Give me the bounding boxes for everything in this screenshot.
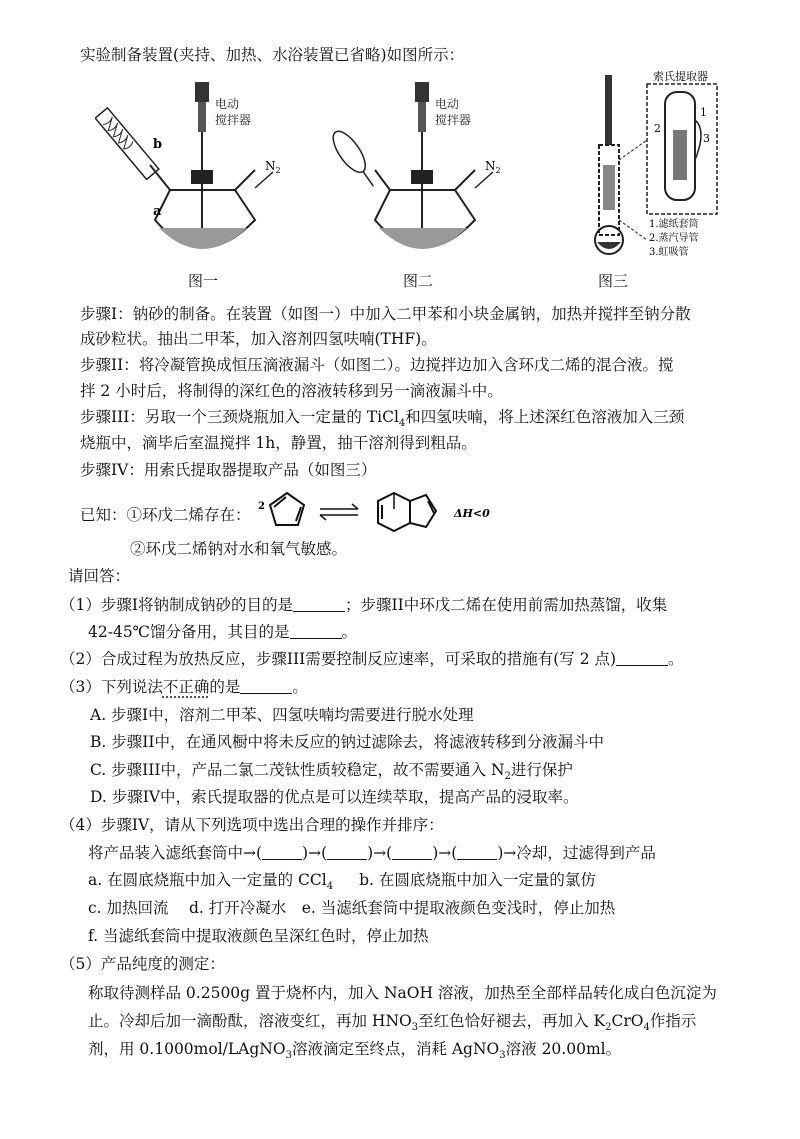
q4-blank-2[interactable] [327, 845, 367, 860]
fig1-gas-label: $N_2$ [265, 159, 281, 175]
q5-line-2: 称取待测样品 0.2500g 置于烧杯内，加入 NaOH 溶液，加热至全部样品转化成白色沉淀为 [88, 984, 717, 1002]
q4-line-2: 将产品装入滤纸套筒中→( )→( )→( )→( )→冷却，过滤得到产品 [88, 844, 656, 862]
q4-blank-3[interactable] [392, 845, 432, 860]
q3-answer-blank[interactable] [240, 679, 292, 694]
q4-options-cde: c. 加热回流 d. 打开冷凝水 e. 当滤纸套筒中提取液颜色变浅时，停止加热 [88, 899, 616, 917]
q3-line: （3）下列说法不正确的是 。 [60, 678, 308, 696]
q4-option-f: f. 当滤纸套筒中提取液颜色呈深红色时，停止加热 [88, 927, 429, 945]
fig3-n2: 2 [654, 122, 661, 135]
prompt: 请回答： [68, 567, 131, 585]
fig3-title: 索氏提取器 [653, 70, 708, 83]
fig1-label-b: b [153, 137, 163, 152]
fig3-legend-2: 2.蒸汽导管 [649, 233, 699, 244]
fig3-n1: 1 [700, 106, 707, 119]
q3-option-d: D. 步骤IV中，索氏提取器的优点是可以连续萃取，提高产品的浸取率。 [90, 788, 579, 806]
q5-line-3: 止。冷却后加一滴酚酞，溶液变红，再加 $HNO_3$至红色恰好褪去，再加入 $K_2CrO_4$作指示 [88, 1012, 697, 1034]
q4-line-1: （4）步骤IV，请从下列选项中选出合理的操作并排序： [60, 816, 444, 834]
q1-answer-blank-2[interactable] [290, 624, 342, 639]
step-2-line-2: 拌 2 小时后，将制得的深红色的溶液转移到另一滴液漏斗中。 [80, 382, 503, 400]
step-1-line-2: 成砂粒状。抽出二甲苯，加入溶剂四氢呋喃(THF)。 [80, 330, 437, 348]
q3-option-c: C. 步骤III中，产品二氯二茂钛性质较稳定，故不需要通入 $N_2$进行保护 [90, 761, 573, 783]
q1-line-2: 42-45℃馏分备用，其目的是 。 [88, 623, 358, 641]
q2-answer-blank[interactable] [616, 651, 668, 666]
q5-line-4: 剂，用 0.1000mol/LAgNO$_3$溶液滴定至终点，消耗 AgNO$_3$溶液 20.00ml。 [88, 1040, 622, 1062]
delta-h: ΔH<0 [454, 507, 490, 520]
step-3-line-1: 步骤III：另取一个三颈烧瓶加入一定量的 TiCl$_4$和四氢呋喃，将上述深红色溶液加入三颈 [80, 408, 685, 430]
figure-3-soxhlet [585, 70, 725, 260]
q2-line: （2）合成过程为放热反应，步骤III需要控制反应速率，可采取的措施有(写 2 点) 。 [60, 650, 684, 668]
fig1-motor-label-1: 电动 [215, 97, 240, 111]
q1-line-1: （1）步骤I将钠制成钠砂的目的是 ；步骤II中环戊二烯在使用前需加热蒸馏，收集 [60, 596, 668, 614]
known-1-label: 已知：①环戊二烯存在： [80, 506, 251, 524]
fig1-motor-label-2: 搅拌器 [215, 113, 252, 127]
intro-text: 实验制备装置(夹持、加热、水浴装置已省略)如图所示： [80, 46, 465, 64]
fig2-motor-label-1: 电动 [435, 97, 460, 111]
q4-options-ab: a. 在圆底烧瓶中加入一定量的 CCl$_4$ b. 在圆底烧瓶中加入一定量的氯仿 [88, 871, 596, 893]
q4-blank-4[interactable] [457, 845, 497, 860]
q3-option-a: A. 步骤I中，溶剂二甲苯、四氢呋喃均需要进行脱水处理 [90, 706, 474, 724]
q5-line-1: （5）产品纯度的测定： [60, 955, 225, 973]
q3-emphasis: 不正确 [162, 678, 210, 696]
q4-blank-1[interactable] [262, 845, 302, 860]
q3-option-b: B. 步骤II中，在通风橱中将未反应的钠过滤除去，将滤液转移到分液漏斗中 [90, 733, 604, 751]
q1-answer-blank-1[interactable] [293, 597, 345, 612]
figure-row [0, 70, 800, 300]
figure-1-apparatus [95, 70, 305, 260]
step-2-line-1: 步骤II：将冷凝管换成恒压滴液漏斗（如图二）。边搅拌边加入含环戊二烯的混合液。搅 [80, 356, 674, 374]
figure-3-caption: 图三 [598, 272, 629, 290]
step-4-line: 步骤IV：用索氏提取器提取产品（如图三） [80, 461, 377, 479]
fig3-legend-3: 3.虹吸管 [649, 247, 689, 258]
fig3-n3: 3 [703, 132, 710, 145]
figure-2-apparatus [315, 70, 525, 260]
fig1-label-a: a [153, 204, 162, 219]
fig2-gas-label: $N_2$ [485, 159, 501, 175]
figure-2-caption: 图二 [403, 272, 434, 290]
step-1-line-1: 步骤I：钠砂的制备。在装置（如图一）中加入二甲苯和小块金属钠，加热并搅拌至钠分散 [80, 305, 691, 323]
fig2-motor-label-2: 搅拌器 [435, 113, 472, 127]
figure-1-caption: 图一 [188, 272, 219, 290]
step-3-line-2: 烧瓶中，滴毕后室温搅拌 1h，静置，抽干溶剂得到粗品。 [80, 434, 477, 452]
coefficient: 2 [258, 501, 265, 512]
known-2: ②环戊二烯钠对水和氧气敏感。 [130, 540, 348, 558]
fig3-legend-1: 1.滤纸套筒 [649, 219, 699, 230]
equilibrium-diagram [258, 485, 508, 545]
